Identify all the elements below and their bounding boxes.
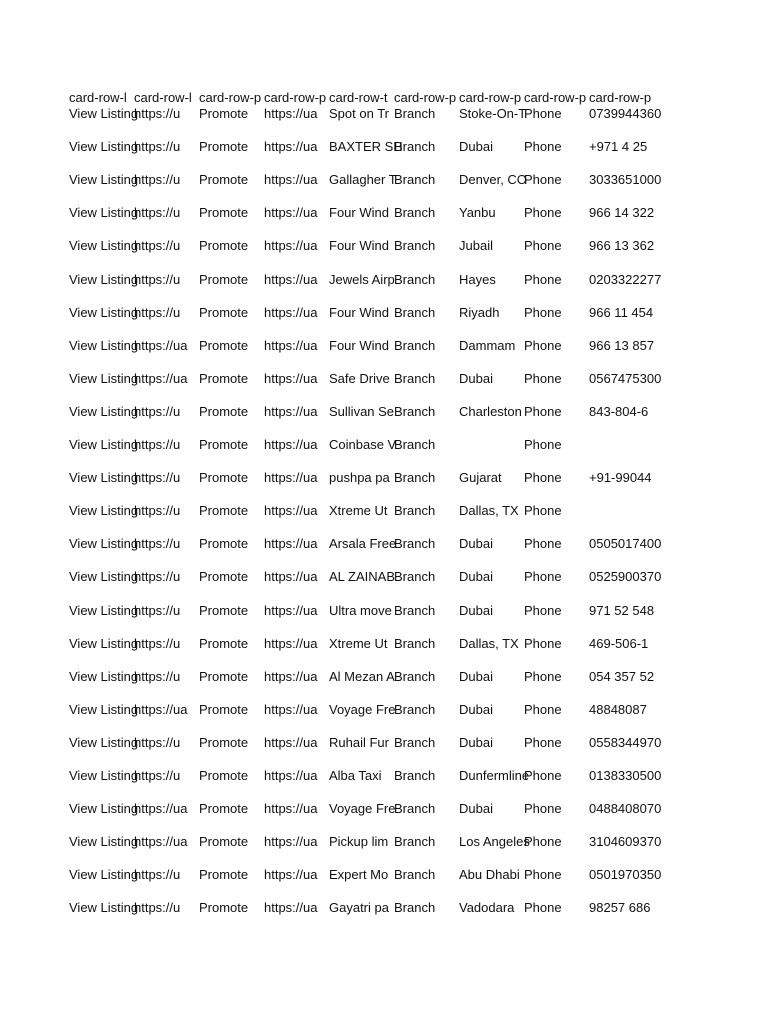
table-row [69, 104, 662, 124]
branch-cell: Branch [394, 668, 436, 684]
location-cell: Dubai [459, 569, 493, 585]
branch-cell: Branch [394, 205, 436, 221]
view-listing-link[interactable]: View Listing [69, 139, 139, 155]
view-listing-link[interactable]: View Listing [69, 536, 139, 552]
location-cell: Dubai [459, 536, 493, 552]
listing-url-cell[interactable]: https://u [134, 867, 181, 883]
location-cell: Dammam [459, 337, 516, 353]
promote-link[interactable]: Promote [199, 437, 249, 452]
business-name-cell: Spot on Tr [329, 106, 389, 121]
promote-link[interactable]: Promote [199, 470, 249, 486]
listing-url-cell[interactable]: https://ua [134, 370, 188, 386]
branch-cell: Branch [394, 271, 436, 287]
header-cell: card-row-p [264, 90, 327, 105]
phone-label-cell: Phone [524, 867, 562, 883]
header-cell: card-row-p [589, 90, 652, 105]
profile-url-cell[interactable]: https://ua [264, 867, 318, 883]
business-name-cell: AL ZAINAB [329, 569, 395, 585]
branch-cell: Branch [394, 867, 436, 883]
profile-url-cell[interactable]: https://ua [264, 668, 318, 684]
promote-link[interactable]: Promote [199, 867, 249, 883]
view-listing-link[interactable]: View Listing [69, 503, 139, 519]
header-cell: card-row-l [134, 90, 192, 105]
phone-label-cell: Phone [524, 470, 562, 486]
promote-link[interactable]: Promote [199, 172, 249, 188]
listing-url-cell[interactable]: https://ua [134, 337, 188, 353]
promote-link[interactable]: Promote [199, 106, 249, 121]
location-cell: Jubail [459, 238, 493, 254]
table-row [69, 236, 655, 256]
business-name-cell: Gallagher T [329, 172, 397, 188]
profile-url-cell[interactable]: https://ua [264, 900, 318, 916]
phone-number-cell: 0558344970 [589, 734, 662, 750]
promote-link[interactable]: Promote [199, 337, 249, 353]
profile-url-cell[interactable]: https://ua [264, 635, 318, 651]
location-cell: Dallas, TX [459, 635, 519, 651]
promote-link[interactable]: Promote [199, 900, 249, 916]
phone-number-cell: 0203322277 [589, 271, 662, 287]
phone-number-cell: +91-99044 [589, 470, 652, 486]
listing-url-cell[interactable]: https://ua [134, 801, 188, 817]
phone-label-cell: Phone [524, 536, 562, 552]
business-name-cell: Voyage Fre [329, 801, 396, 817]
promote-link[interactable]: Promote [199, 701, 249, 717]
view-listing-link[interactable]: View Listing [69, 470, 139, 486]
listing-url-cell[interactable]: https://u [134, 569, 181, 585]
branch-cell: Branch [394, 304, 436, 320]
profile-url-cell[interactable]: https://ua [264, 205, 318, 221]
table-row [69, 534, 662, 554]
view-listing-link[interactable]: View Listing [69, 701, 139, 717]
phone-number-cell: 3033651000 [589, 172, 662, 188]
view-listing-link[interactable]: View Listing [69, 172, 139, 188]
phone-number-cell: 966 14 322 [589, 205, 655, 221]
view-listing-link[interactable]: View Listing [69, 668, 139, 684]
view-listing-link[interactable]: View Listing [69, 900, 139, 916]
table-row [69, 667, 655, 687]
business-name-cell: Sullivan Se [329, 403, 395, 419]
table-row [69, 468, 655, 488]
phone-number-cell: 843-804-6 [589, 403, 649, 419]
phone-number-cell: 0525900370 [589, 569, 662, 585]
table-row [69, 402, 655, 422]
view-listing-link[interactable]: View Listing [69, 304, 139, 320]
profile-url-cell[interactable]: https://ua [264, 768, 318, 783]
business-name-cell: Xtreme Ut [329, 503, 388, 519]
promote-link[interactable]: Promote [199, 602, 249, 618]
business-name-cell: Pickup lim [329, 834, 389, 850]
phone-number-cell: 966 11 454 [589, 304, 654, 320]
view-listing-link[interactable]: View Listing [69, 768, 139, 783]
view-listing-link[interactable]: View Listing [69, 370, 139, 386]
promote-link[interactable]: Promote [199, 271, 249, 287]
table-row [69, 369, 662, 389]
view-listing-link[interactable]: View Listing [69, 602, 139, 618]
table-row [69, 567, 662, 587]
header-cell: card-row-t [329, 90, 388, 105]
promote-link[interactable]: Promote [199, 734, 249, 750]
profile-url-cell[interactable]: https://ua [264, 337, 318, 353]
location-cell: Charleston [459, 403, 522, 419]
phone-label-cell: Phone [524, 801, 562, 817]
location-cell: Denver, CO [459, 172, 527, 188]
table-row [69, 766, 662, 786]
phone-label-cell: Phone [524, 337, 562, 353]
listing-url-cell[interactable]: https://u [134, 437, 181, 452]
table-row [69, 832, 662, 852]
table-row [69, 799, 662, 819]
branch-cell: Branch [394, 701, 436, 717]
business-name-cell: Gayatri pa [329, 900, 389, 916]
table-row [69, 898, 655, 918]
table-row [69, 270, 662, 290]
branch-cell: Branch [394, 337, 436, 353]
profile-url-cell[interactable]: https://ua [264, 238, 318, 254]
view-listing-link[interactable]: View Listing [69, 403, 139, 419]
listing-url-cell[interactable]: https://ua [134, 834, 188, 850]
profile-url-cell[interactable]: https://ua [264, 602, 318, 618]
phone-label-cell: Phone [524, 238, 562, 254]
phone-label-cell: Phone [524, 437, 562, 452]
phone-label-cell: Phone [524, 403, 562, 419]
header-cell: card-row-p [524, 90, 587, 105]
profile-url-cell[interactable]: https://ua [264, 801, 318, 817]
phone-label-cell: Phone [524, 834, 562, 850]
phone-label-cell: Phone [524, 668, 562, 684]
table-row [69, 733, 662, 753]
phone-label-cell: Phone [524, 768, 562, 783]
business-name-cell: Al Mezan A [329, 668, 395, 684]
view-listing-link[interactable]: View Listing [69, 734, 139, 750]
table-row [69, 865, 662, 885]
promote-link[interactable]: Promote [199, 139, 249, 155]
business-name-cell: pushpa pa [329, 470, 390, 486]
location-cell: Dubai [459, 602, 493, 618]
business-name-cell: Coinbase V [329, 437, 397, 452]
branch-cell: Branch [394, 437, 436, 452]
branch-cell: Branch [394, 370, 436, 386]
view-listing-link[interactable]: View Listing [69, 106, 139, 121]
location-cell: Hayes [459, 271, 496, 287]
business-name-cell: BAXTER SH [329, 139, 403, 155]
view-listing-link[interactable]: View Listing [69, 834, 139, 850]
location-cell: Stoke-On-T [459, 106, 527, 121]
promote-link[interactable]: Promote [199, 536, 249, 552]
business-name-cell: Four Wind [329, 304, 389, 320]
listing-url-cell[interactable]: https://u [134, 106, 181, 121]
view-listing-link[interactable]: View Listing [69, 569, 139, 585]
promote-link[interactable]: Promote [199, 635, 249, 651]
profile-url-cell[interactable]: https://ua [264, 503, 318, 519]
profile-url-cell[interactable]: https://ua [264, 403, 318, 419]
table-row [69, 634, 655, 654]
profile-url-cell[interactable]: https://ua [264, 172, 318, 188]
profile-url-cell[interactable]: https://ua [264, 536, 318, 552]
promote-link[interactable]: Promote [199, 503, 249, 519]
profile-url-cell[interactable]: https://ua [264, 304, 318, 320]
table-row [69, 435, 655, 455]
listing-url-cell[interactable]: https://u [134, 768, 181, 783]
phone-number-cell: 98257 686 [589, 900, 651, 916]
branch-cell: Branch [394, 106, 436, 121]
promote-link[interactable]: Promote [199, 304, 249, 320]
phone-number-cell: 966 13 362 [589, 238, 655, 254]
phone-label-cell: Phone [524, 271, 562, 287]
location-cell [459, 435, 524, 455]
phone-number-cell: 0505017400 [589, 536, 662, 552]
location-cell: Dubai [459, 370, 493, 386]
phone-label-cell: Phone [524, 172, 562, 188]
table-row [69, 137, 655, 157]
phone-number-cell: 3104609370 [589, 834, 662, 850]
view-listing-link[interactable]: View Listing [69, 271, 139, 287]
promote-link[interactable]: Promote [199, 834, 249, 850]
phone-number-cell: 469-506-1 [589, 635, 649, 651]
view-listing-link[interactable]: View Listing [69, 801, 139, 817]
location-cell: Vadodara [459, 900, 515, 916]
listing-url-cell[interactable]: https://u [134, 734, 181, 750]
location-cell: Abu Dhabi [459, 867, 520, 883]
location-cell: Riyadh [459, 304, 500, 320]
business-name-cell: Alba Taxi [329, 768, 382, 783]
phone-number-cell: 0501970350 [589, 867, 662, 883]
phone-number-cell: 0567475300 [589, 370, 662, 386]
branch-cell: Branch [394, 635, 436, 651]
listing-url-cell[interactable]: https://u [134, 304, 181, 320]
phone-label-cell: Phone [524, 569, 562, 585]
promote-link[interactable]: Promote [199, 370, 249, 386]
location-cell: Los Angeles [459, 834, 530, 850]
phone-label-cell: Phone [524, 106, 562, 121]
location-cell: Gujarat [459, 470, 502, 486]
phone-label-cell: Phone [524, 370, 562, 386]
business-name-cell: Xtreme Ut [329, 635, 388, 651]
branch-cell: Branch [394, 900, 436, 916]
listing-url-cell[interactable]: https://u [134, 602, 181, 618]
location-cell: Dubai [459, 734, 493, 750]
profile-url-cell[interactable]: https://ua [264, 470, 318, 486]
branch-cell: Branch [394, 139, 436, 155]
header-cell: card-row-p [394, 90, 457, 105]
business-name-cell: Safe Drive [329, 370, 390, 386]
branch-cell: Branch [394, 834, 436, 850]
branch-cell: Branch [394, 536, 436, 552]
phone-label-cell: Phone [524, 205, 562, 221]
branch-cell: Branch [394, 238, 436, 254]
listing-url-cell[interactable]: https://u [134, 470, 181, 486]
profile-url-cell[interactable]: https://ua [264, 370, 318, 386]
table-row [69, 700, 655, 720]
listing-url-cell[interactable]: https://u [134, 271, 181, 287]
profile-url-cell[interactable]: https://ua [264, 106, 318, 121]
phone-label-cell: Phone [524, 734, 562, 750]
phone-number-cell [589, 435, 655, 455]
promote-link[interactable]: Promote [199, 569, 249, 585]
header-cell: card-row-p [199, 90, 262, 105]
table-row [69, 203, 655, 223]
listing-url-cell[interactable]: https://u [134, 403, 181, 419]
promote-link[interactable]: Promote [199, 768, 249, 783]
table-row [69, 170, 662, 190]
listing-url-cell[interactable]: https://ua [134, 701, 188, 717]
phone-number-cell: 054 357 52 [589, 668, 655, 684]
business-name-cell: Voyage Fre [329, 701, 396, 717]
phone-label-cell: Phone [524, 139, 562, 155]
listing-url-cell[interactable]: https://u [134, 635, 181, 651]
phone-label-cell: Phone [524, 602, 562, 618]
view-listing-link[interactable]: View Listing [69, 867, 139, 883]
view-listing-link[interactable]: View Listing [69, 205, 139, 221]
profile-url-cell[interactable]: https://ua [264, 834, 318, 850]
view-listing-link[interactable]: View Listing [69, 238, 139, 254]
phone-number-cell: 0488408070 [589, 801, 662, 817]
profile-url-cell[interactable]: https://ua [264, 271, 318, 287]
branch-cell: Branch [394, 503, 436, 519]
profile-url-cell[interactable]: https://ua [264, 139, 318, 155]
business-name-cell: Four Wind [329, 337, 389, 353]
branch-cell: Branch [394, 403, 436, 419]
business-name-cell: Jewels Airp [329, 271, 395, 287]
listing-url-cell[interactable]: https://u [134, 668, 181, 684]
phone-label-cell: Phone [524, 503, 562, 519]
business-name-cell: Arsala Free [329, 536, 397, 552]
branch-cell: Branch [394, 734, 436, 750]
profile-url-cell[interactable]: https://ua [264, 437, 318, 452]
location-cell: Dubai [459, 139, 493, 155]
promote-link[interactable]: Promote [199, 205, 249, 221]
location-cell: Dunfermline [459, 768, 530, 783]
branch-cell: Branch [394, 569, 436, 585]
listing-url-cell[interactable]: https://u [134, 536, 181, 552]
location-cell: Dubai [459, 668, 493, 684]
profile-url-cell[interactable]: https://ua [264, 701, 318, 717]
location-cell: Dubai [459, 801, 493, 817]
phone-number-cell: 966 13 857 [589, 337, 655, 353]
branch-cell: Branch [394, 768, 436, 783]
business-name-cell: Four Wind [329, 205, 389, 221]
branch-cell: Branch [394, 172, 436, 188]
listing-url-cell[interactable]: https://u [134, 172, 181, 188]
table-row [69, 501, 655, 521]
branch-cell: Branch [394, 602, 436, 618]
header-cell: card-row-l [69, 90, 127, 105]
table-row [69, 303, 655, 323]
profile-url-cell[interactable]: https://ua [264, 569, 318, 585]
phone-label-cell: Phone [524, 635, 562, 651]
business-name-cell: Four Wind [329, 238, 389, 254]
header-cell: card-row-p [459, 90, 522, 105]
phone-number-cell: 971 52 548 [589, 602, 655, 618]
spreadsheet-table [69, 0, 662, 1024]
location-cell: Dubai [459, 701, 493, 717]
promote-link[interactable]: Promote [199, 403, 249, 419]
phone-label-cell: Phone [524, 304, 562, 320]
promote-link[interactable]: Promote [199, 238, 249, 254]
phone-label-cell: Phone [524, 701, 562, 717]
phone-label-cell: Phone [524, 900, 562, 916]
phone-number-cell: 0138330500 [589, 768, 662, 783]
promote-link[interactable]: Promote [199, 668, 249, 684]
branch-cell: Branch [394, 801, 436, 817]
promote-link[interactable]: Promote [199, 801, 249, 817]
business-name-cell: Expert Mo [329, 867, 389, 883]
location-cell: Dallas, TX [459, 503, 519, 519]
phone-number-cell: 48848087 [589, 701, 647, 717]
view-listing-link[interactable]: View Listing [69, 635, 139, 651]
listing-url-cell[interactable]: https://u [134, 238, 181, 254]
view-listing-link[interactable]: View Listing [69, 437, 139, 452]
business-name-cell: Ultra move [329, 602, 392, 618]
business-name-cell: Ruhail Fur [329, 734, 389, 750]
listing-url-cell[interactable]: https://u [134, 900, 181, 916]
location-cell: Yanbu [459, 205, 496, 221]
phone-number-cell: +971 4 25 [589, 139, 648, 155]
branch-cell: Branch [394, 470, 436, 486]
table-row [69, 336, 655, 356]
listing-url-cell[interactable]: https://u [134, 503, 181, 519]
view-listing-link[interactable]: View Listing [69, 337, 139, 353]
phone-number-cell: 0739944360 [589, 106, 662, 121]
table-row [69, 601, 655, 621]
listing-url-cell[interactable]: https://u [134, 139, 181, 155]
phone-number-cell [589, 501, 655, 521]
listing-url-cell[interactable]: https://u [134, 205, 181, 221]
profile-url-cell[interactable]: https://ua [264, 734, 318, 750]
